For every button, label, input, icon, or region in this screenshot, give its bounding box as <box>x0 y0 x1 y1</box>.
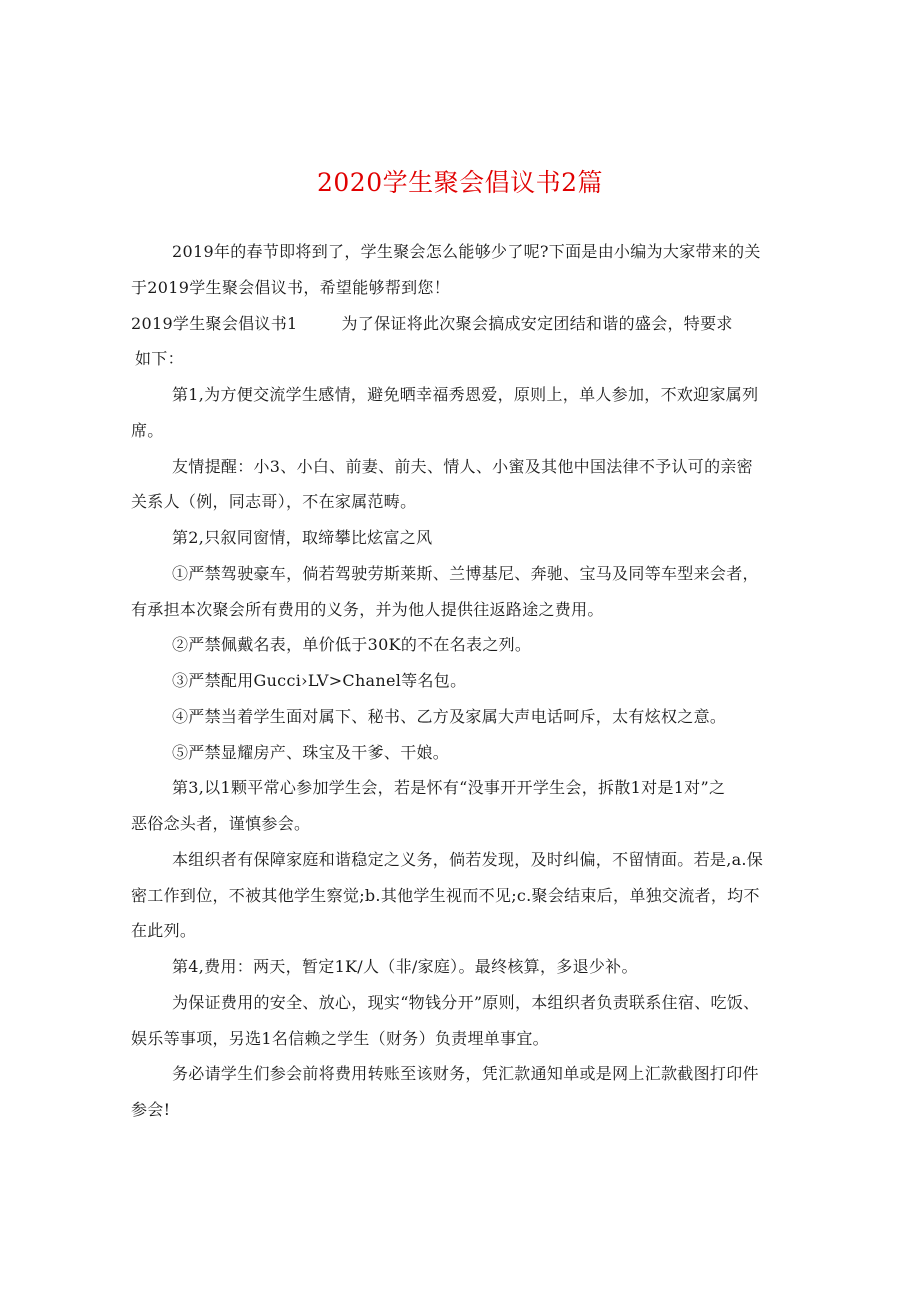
paragraph-line: 第3,以1颗平常心参加学生会，若是怀有“没事开开学生会，拆散1对是1对”之 <box>172 778 726 797</box>
paragraph-line: 务必请学生们参会前将费用转账至该财务，凭汇款通知单或是网上汇款截图打印件 <box>172 1064 759 1083</box>
paragraph-line: 席。 <box>131 421 164 440</box>
paragraph-line <box>131 314 733 334</box>
paragraph-line: ⑤严禁显耀房产、珠宝及干爹、干娘。 <box>172 743 450 762</box>
paragraph-line: 恶俗念头者，谨慎参会。 <box>131 814 311 833</box>
paragraph-line: 2019年的春节即将到了，学生聚会怎么能够少了呢?下面是由小编为大家带来的关 <box>172 242 761 261</box>
paragraph-line: 第4,费用：两天，暂定1K/人（非/家庭）。最终核算，多退少补。 <box>172 957 638 976</box>
paragraph-line: 密工作到位，不被其他学生察觉;b.其他学生视而不见;c.聚会结束后，单独交流者，均不 <box>131 886 760 905</box>
paragraph-line: ④严禁当着学生面对属下、秘书、乙方及家属大声电话呵斥，太有炫权之意。 <box>172 707 727 726</box>
paragraph-line: ②严禁佩戴名表，单价低于30K的不在名表之列。 <box>172 635 532 654</box>
paragraph-line: ③严禁配用Gucci›LV>Chanel等名包。 <box>172 671 467 690</box>
document-title: 2020学生聚会倡议书2篇 <box>316 168 604 197</box>
paragraph-line: 娱乐等事项，另选1名信赖之学生（财务）负责埋单事宜。 <box>131 1029 549 1048</box>
paragraph-line: 为保证费用的安全、放心，现实“物钱分开”原则，本组织者负责联系住宿、吃饭、 <box>172 993 760 1012</box>
paragraph-line: 友情提醒：小3、小白、前妻、前夫、情人、小蜜及其他中国法律不予认可的亲密 <box>172 457 753 476</box>
paragraph-text: 为了保证将此次聚会搞成安定团结和谐的盛会，特要求 <box>341 314 733 333</box>
paragraph-line: 有承担本次聚会所有费用的义务，并为他人提供往返路途之费用。 <box>131 600 604 619</box>
section-heading: 2019学生聚会倡议书1 <box>131 314 298 333</box>
paragraph-line: 第2,只叙同窗情，取缔攀比炫富之风 <box>172 528 433 547</box>
paragraph-line: 参会! <box>131 1100 171 1119</box>
paragraph-line: 关系人（例，同志哥），不在家属范畴。 <box>131 492 417 511</box>
paragraph-line: 第1,为方便交流学生感情，避免晒幸福秀恩爱，原则上，单人参加，不欢迎家属列 <box>172 385 759 404</box>
paragraph-line: ①严禁驾驶豪车，倘若驾驶劳斯莱斯、兰博基尼、奔驰、宝马及同等车型来会者， <box>172 564 759 583</box>
paragraph-line: 如下： <box>135 349 184 368</box>
paragraph-line: 本组织者有保障家庭和谐稳定之义务，倘若发现，及时纠偏，不留情面。若是,a.保 <box>172 850 764 869</box>
paragraph-line: 在此列。 <box>131 921 197 940</box>
paragraph-line: 于2019学生聚会倡议书，希望能够帮到您！ <box>131 278 451 297</box>
